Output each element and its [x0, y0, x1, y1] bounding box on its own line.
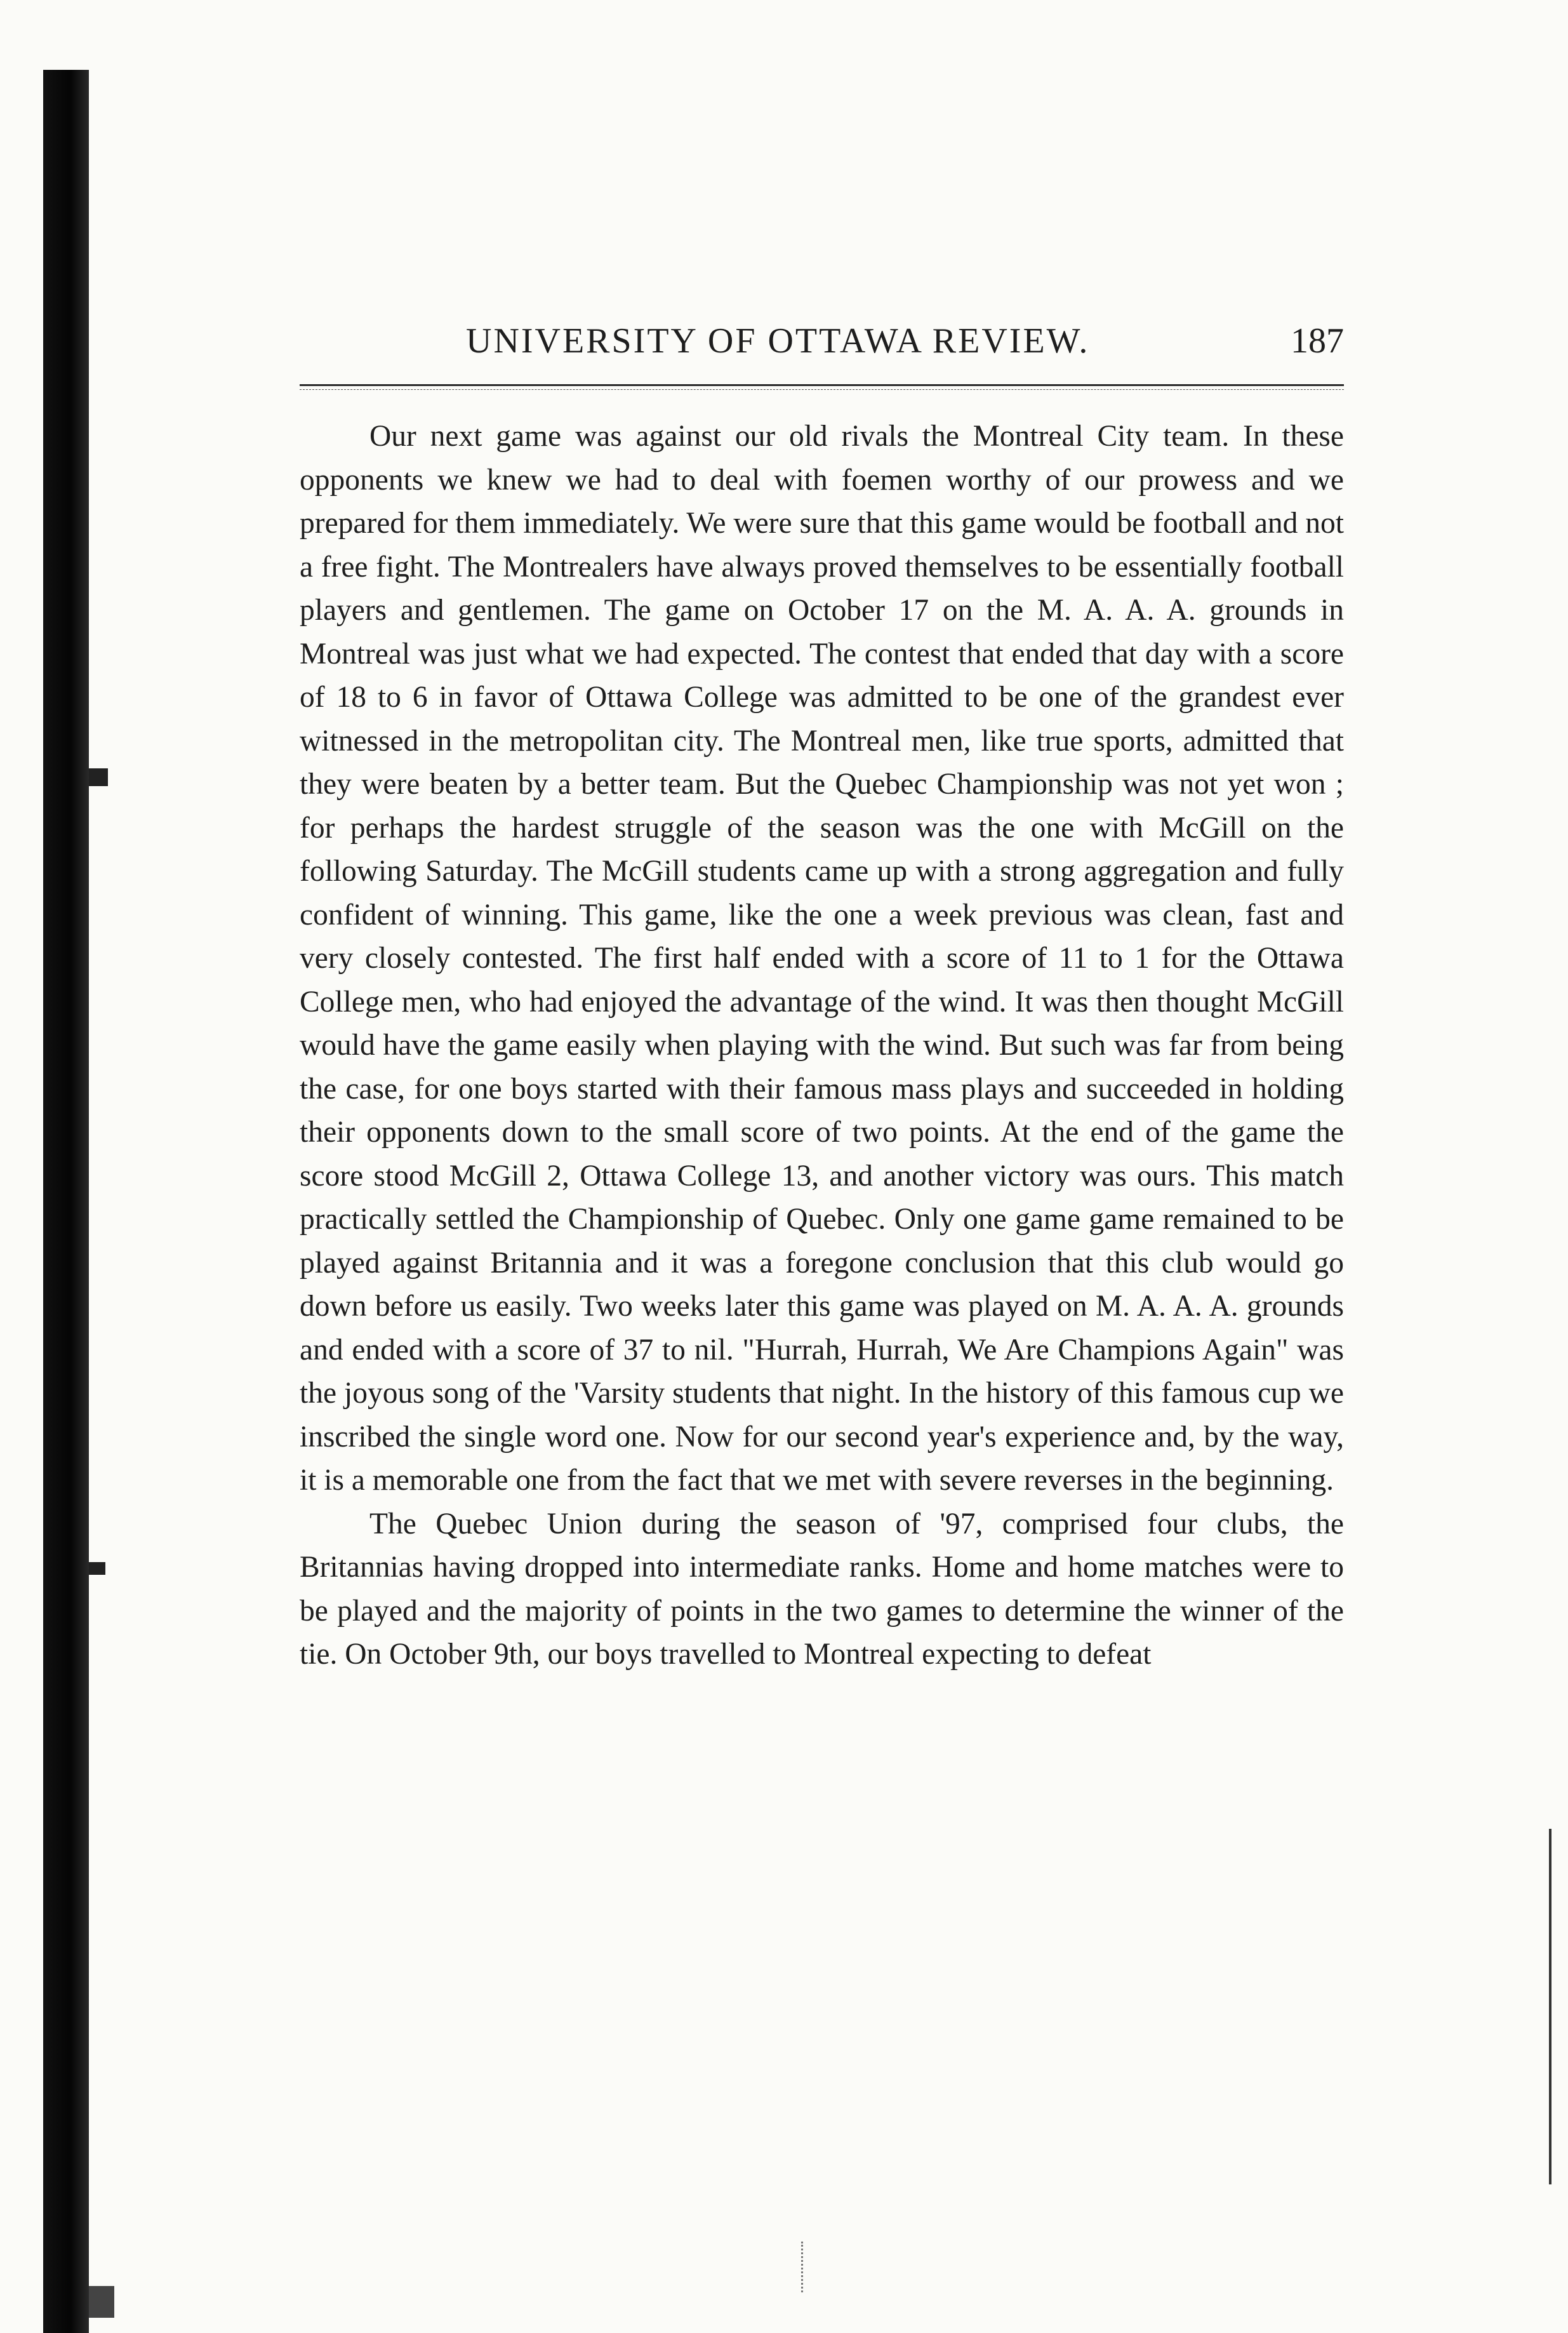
- gutter-dots: [801, 2242, 805, 2292]
- book-page: [300, 321, 1344, 1671]
- paragraph-1: Our next game was against our old rivals the Montreal City team. In these opponents we knew we had to deal with foemen worthy of our prowess and we prepared for them immediately. We were sure that this game would be football and not a free fight. The Montrealers have always proved themselves to be essentially football players and gentlemen. The game on October 17 on the M. A. A. A. grounds in Montreal was just what we had expected. The contest that ended that day with a score of 18 to 6 in favor of Ottawa College was admitted to be one of the grandest ever witnessed in the metropolitan city. The Montreal men, like true sports, admitted that they were beaten by a better team. But the Quebec Championship was not yet won ; for perhaps the hardest struggle of the season was the one with McGill on the following Saturday. The McGill students came up with a strong aggregation and fully confident of winning. This game, like the one a week previous was clean, fast and very closely contested. The first half ended with a score of 11 to 1 for the Ottawa College men, who had enjoyed the advantage of the wind. It was then thought McGill would have the game easily when playing with the wind. But such was far from being the case, for one boys started with their famous mass plays and succeeded in holding their opponents down to the small score of two points. At the end of the game the score stood McGill 2, Ottawa College 13, and another victory was ours. This match practically settled the Championship of Quebec. Only one game game remained to be played against Britannia and it was a foregone conclusion that this club would go down before us easily. Two weeks later this game was played on M. A. A. A. grounds and ended with a score of 37 to nil. "Hurrah, Hurrah, We Are Champions Again" was the joyous song of the 'Varsity students that night. In the history of this famous cup we inscribed the single word one. Now for our second year's experience and, by the way, it is a memorable one from the fact that we met with severe reverses in the beginning.: [300, 420, 1344, 1497]
- journal-title: UNIVERSITY OF OTTAWA REVIEW.: [466, 321, 1090, 361]
- header-rule-secondary: [300, 389, 1344, 390]
- running-header: [300, 321, 1344, 365]
- right-page-edge-line: [1549, 1829, 1551, 2184]
- page-number: 187: [1291, 321, 1344, 361]
- article-body: [300, 415, 1344, 1676]
- binding-mark-bottom: [89, 2286, 114, 2318]
- page-binding-edge: [43, 70, 89, 2333]
- binding-mark-top: [89, 768, 108, 786]
- binding-mark-middle: [89, 1562, 105, 1575]
- paragraph-2: The Quebec Union during the season of '97, comprised four clubs, the Britannias having dropped into intermediate ranks. Home and home matches were to be played and the majority of points in the two games to determine the winner of the tie. On October 9th, our boys travelled to Montreal expecting to defeat: [300, 1507, 1344, 1671]
- header-rule: [300, 384, 1344, 386]
